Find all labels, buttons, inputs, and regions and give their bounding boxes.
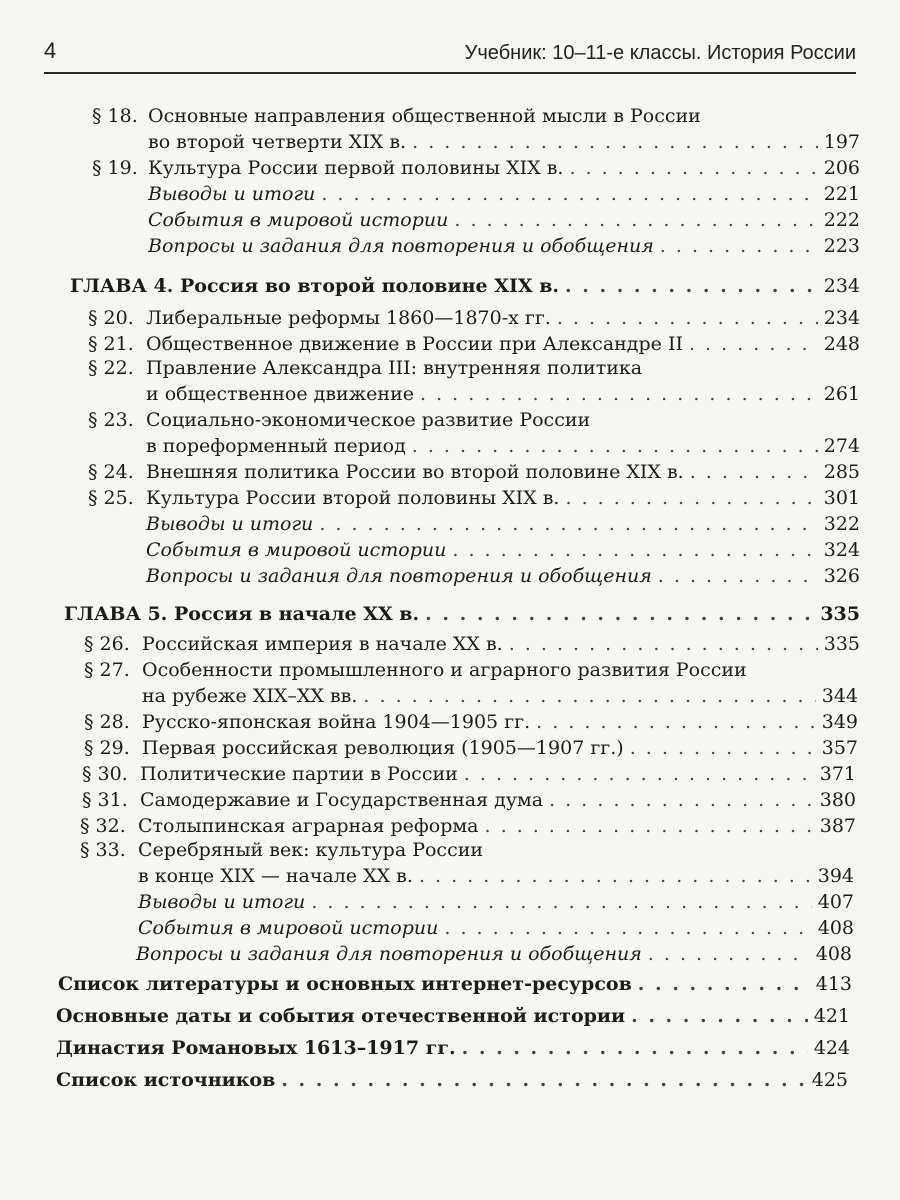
toc-entry-26[interactable]: § 26. Российская империя в начале XX в. . . . 335: [84, 631, 860, 657]
leader-dots: [632, 971, 810, 997]
leader-dots: [456, 1035, 808, 1061]
leader-dots: [654, 233, 818, 259]
toc-entry-ch5-world[interactable]: События в мировой истории . . . 408: [138, 915, 854, 941]
leader-dots: [559, 273, 818, 299]
toc-entry-23[interactable]: в пореформенный период . . . 274: [146, 433, 860, 459]
leader-dots: [683, 331, 818, 357]
leader-dots: [559, 485, 818, 511]
leader-dots: [406, 129, 818, 155]
running-title: Учебник: 10–11-е классы. История России: [464, 42, 856, 64]
leader-dots: [413, 863, 812, 889]
toc-entry-18[interactable]: во второй четверти XIX в. . . . 197: [148, 129, 860, 155]
leader-dots: [438, 915, 812, 941]
leader-dots: [478, 813, 814, 839]
toc-entry-20[interactable]: § 20. Либеральные реформы 1860—1870-х гг. . . . 234: [88, 305, 860, 331]
toc-entry-ch4-summary[interactable]: Выводы и итоги . . . 322: [146, 511, 860, 537]
toc-entry-22[interactable]: и общественное движение . . . 261: [146, 381, 860, 407]
leader-dots: [503, 631, 818, 657]
toc-entry-ch5-questions[interactable]: Вопросы и задания для повторения и обобщения . . . 408: [136, 941, 852, 967]
toc-entry-ch4-questions[interactable]: Вопросы и задания для повторения и обобщения . . . 326: [146, 563, 860, 589]
toc-entry-18-line1: § 18. Основные направления общественной мысли в России: [92, 105, 701, 127]
toc-entry-25[interactable]: § 25. Культура России второй половины XIX в. . . . 301: [88, 485, 860, 511]
toc-entry-32[interactable]: § 32. Столыпинская аграрная реформа . . . 387: [80, 813, 856, 839]
toc-entry-29[interactable]: § 29. Первая российская революция (1905—1907 гг.) . . . 357: [84, 735, 858, 761]
toc-entry-ch5-summary[interactable]: Выводы и итоги . . . 407: [138, 889, 854, 915]
toc-entry-31[interactable]: § 31. Самодержавие и Государственная дума . . . 380: [82, 787, 856, 813]
toc-entry-ch3-world[interactable]: События в мировой истории . . . 222: [148, 207, 860, 233]
page-number: 4: [44, 38, 57, 63]
toc-entry-19[interactable]: § 19. Культура России первой половины XIX в. . . . 206: [92, 155, 860, 181]
leader-dots: [315, 181, 818, 207]
toc-chapter-4[interactable]: ГЛАВА 4. Россия во второй половине XIX в. . . . 234: [70, 273, 860, 299]
leader-dots: [305, 889, 812, 915]
leader-dots: [275, 1067, 806, 1093]
toc-chapter-5[interactable]: ГЛАВА 5. Россия в начале XX в. . . . 335: [64, 601, 860, 627]
leader-dots: [448, 207, 818, 233]
toc-entry-30[interactable]: § 30. Политические партии в России . . . 371: [82, 761, 856, 787]
leader-dots: [551, 305, 818, 331]
leader-dots: [652, 563, 818, 589]
leader-dots: [642, 941, 810, 967]
toc-entry-33[interactable]: в конце XIX — начале XX в. . . . 394: [138, 863, 854, 889]
leader-dots: [530, 709, 816, 735]
toc-entry-28[interactable]: § 28. Русско-японская война 1904—1905 гг. . . . 349: [84, 709, 858, 735]
leader-dots: [563, 155, 818, 181]
toc-entry-ch3-questions[interactable]: Вопросы и задания для повторения и обобщения . . . 223: [148, 233, 860, 259]
toc-key-dates[interactable]: Основные даты и события отечественной истории . . . 421: [56, 1003, 850, 1029]
leader-dots: [624, 735, 816, 761]
toc-entry-23-line1: § 23. Социально-экономическое развитие России: [88, 409, 591, 431]
toc-sources[interactable]: Список источников . . . 425: [56, 1067, 848, 1093]
leader-dots: [458, 761, 814, 787]
toc-entry-ch4-world[interactable]: События в мировой истории . . . 324: [146, 537, 860, 563]
toc-romanov-dynasty[interactable]: Династия Романовых 1613–1917 гг. . . . 424: [56, 1035, 850, 1061]
leader-dots: [406, 433, 818, 459]
toc-entry-33-line1: § 33. Серебряный век: культура России: [80, 839, 484, 861]
leader-dots: [414, 381, 818, 407]
toc-entry-22-line1: § 22. Правление Александра III: внутренняя политика: [88, 357, 643, 379]
toc-entry-ch3-summary[interactable]: Выводы и итоги . . . 221: [148, 181, 860, 207]
leader-dots: [357, 683, 816, 709]
toc-entry-24[interactable]: § 24. Внешняя политика России во второй половине XIX в. . . . 285: [88, 459, 860, 485]
toc-entry-27-line1: § 27. Особенности промышленного и аграрного развития России: [84, 659, 747, 681]
toc-literature[interactable]: Список литературы и основных интернет-ресурсов . . . 413: [58, 971, 852, 997]
page-ref: 197: [823, 131, 860, 153]
leader-dots: [446, 537, 818, 563]
leader-dots: [543, 787, 814, 813]
leader-dots: [684, 459, 818, 485]
leader-dots: [313, 511, 818, 537]
leader-dots: [419, 601, 818, 627]
leader-dots: [625, 1003, 808, 1029]
toc-entry-21[interactable]: § 21. Общественное движение в России при Александре II . . . 248: [88, 331, 860, 357]
toc-entry-27[interactable]: на рубеже XIX–XX вв. . . . 344: [142, 683, 858, 709]
